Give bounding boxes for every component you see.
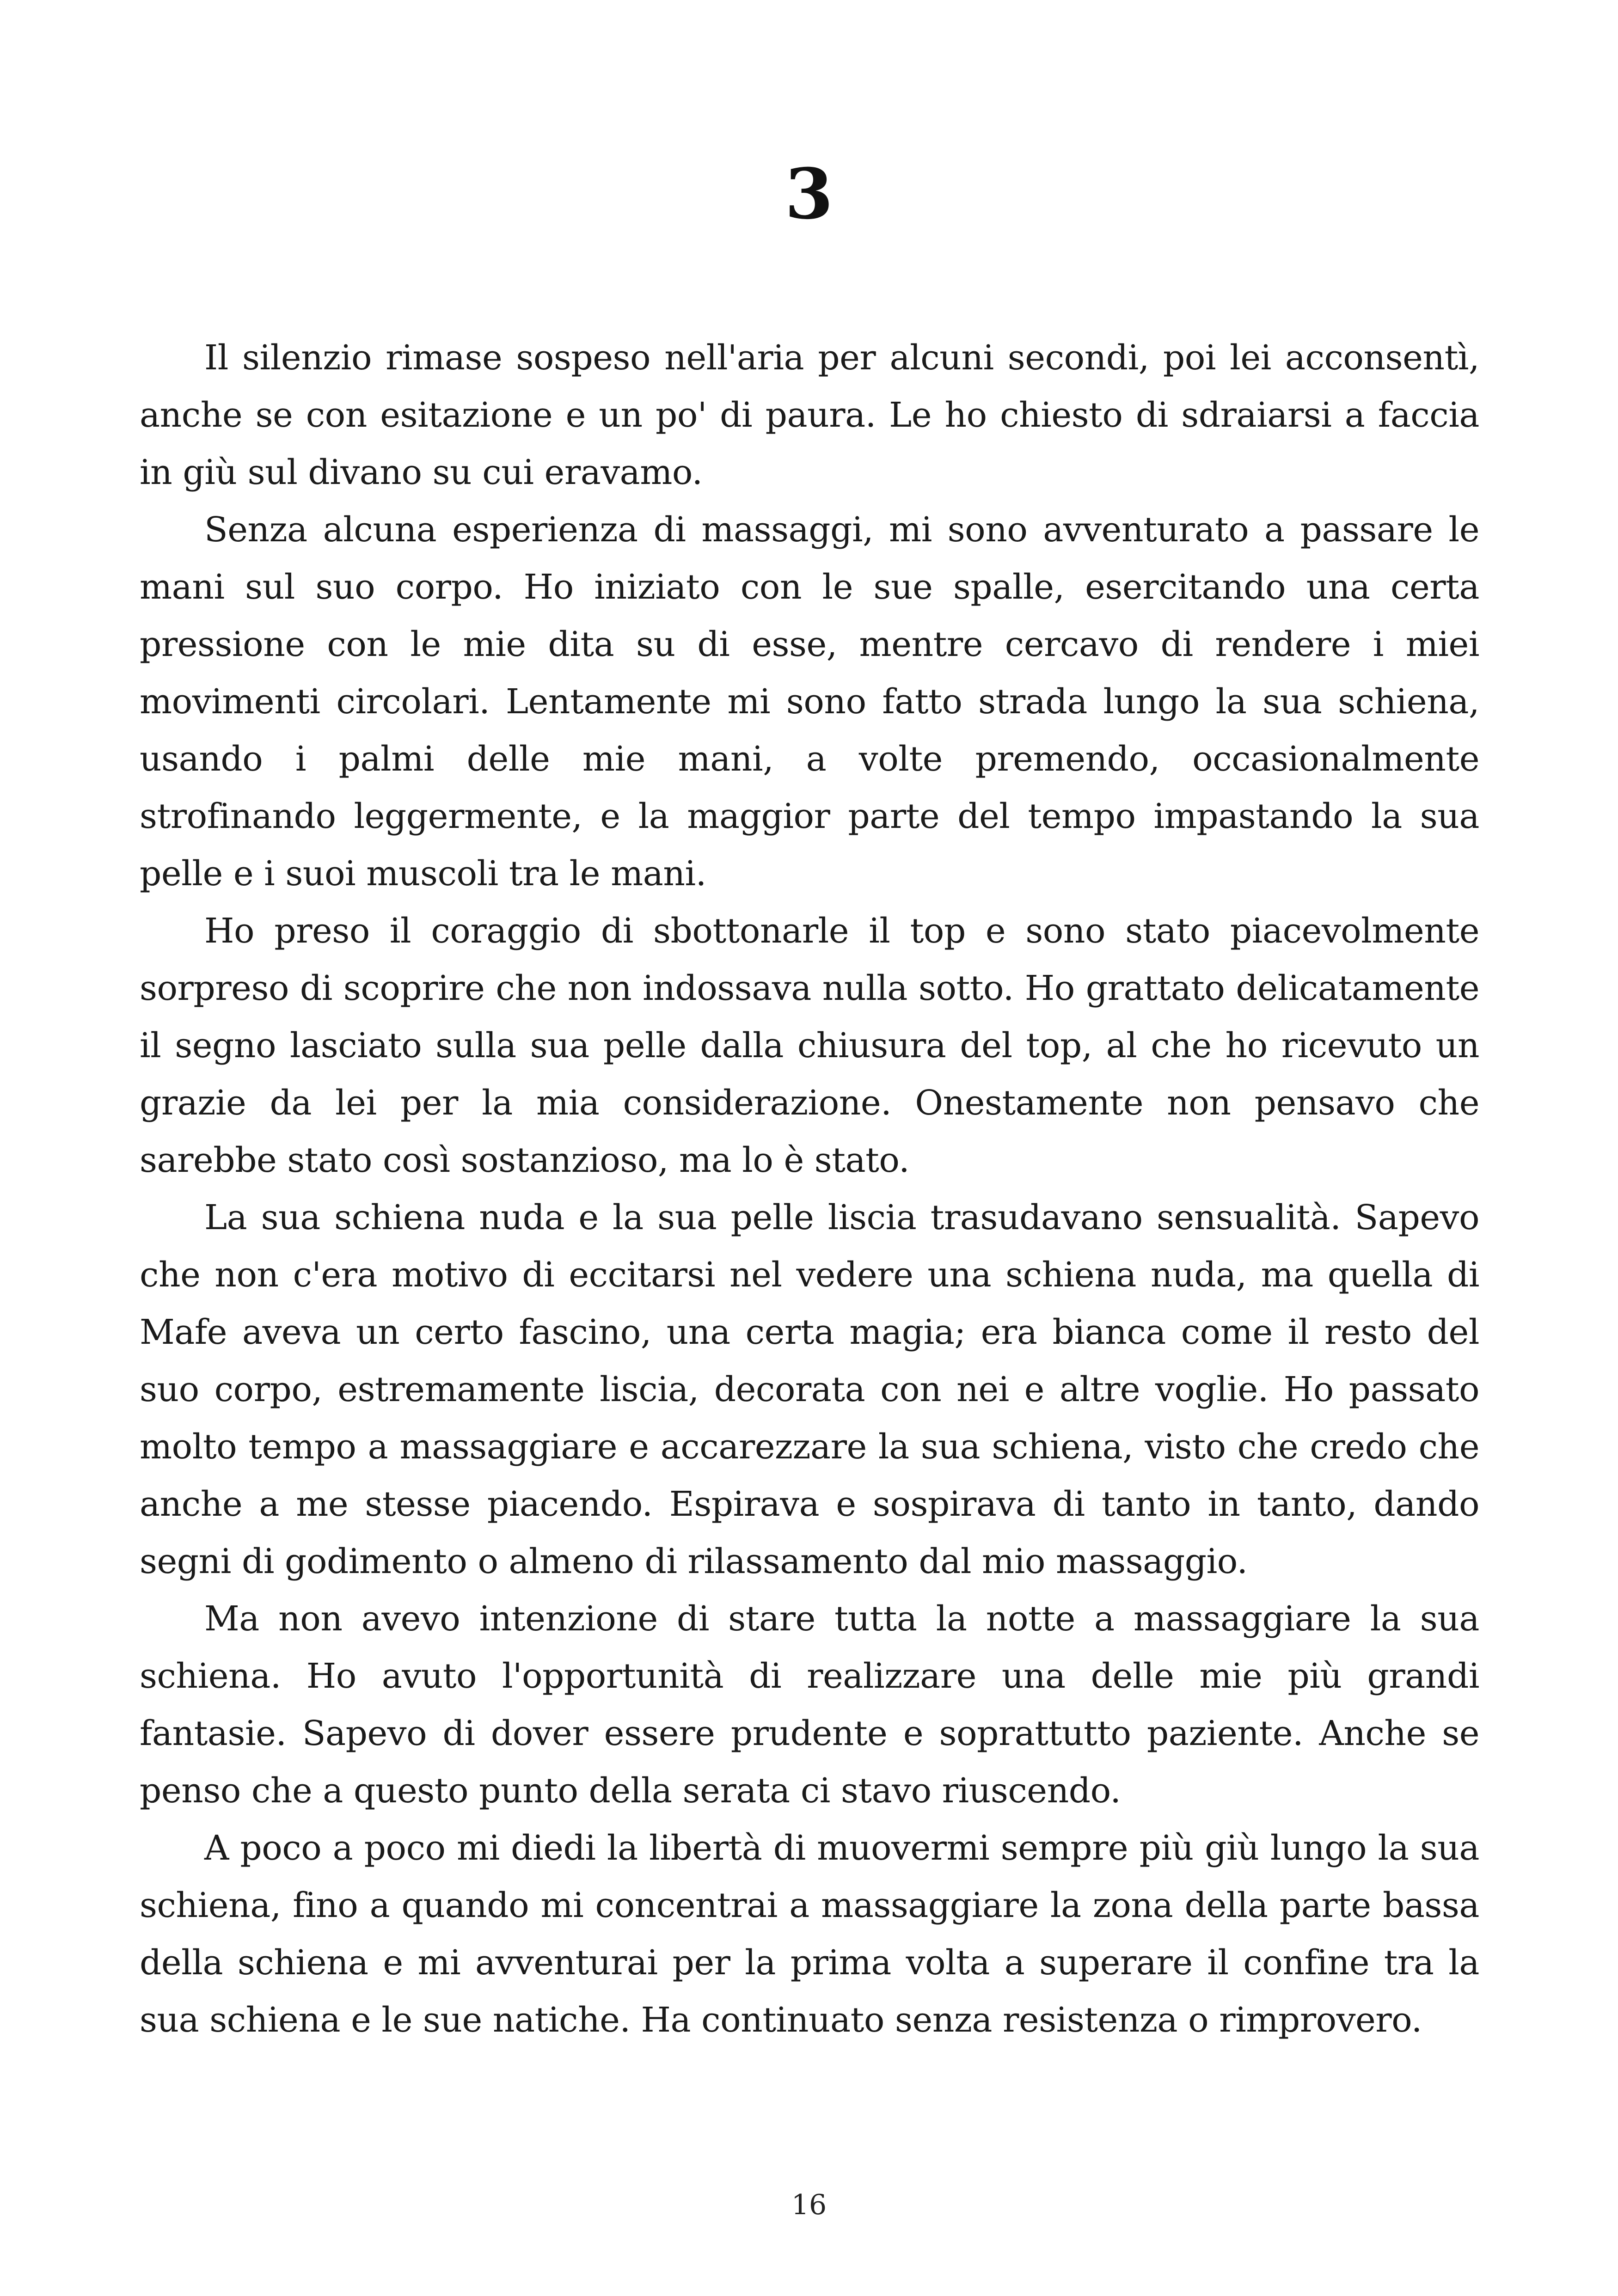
paragraph: La sua schiena nuda e la sua pelle liscia trasudavano sensualità. Sapevo che non c'era motivo di eccitarsi nel vedere una schiena nuda, ma quella di Mafe aveva un certo fascino, una certa magia; era bianca come il resto del suo corpo, estremamente liscia, decorata con nei e altre voglie. Ho passato molto tempo a massaggiare e accarezzare la sua schiena, visto che credo che anche a me stesse piacendo. Espirava e sospirava di tanto in tanto, dando segni di godimento o almeno di rilassamento dal mio massaggio. xyxy=(140,1198,1479,1581)
paragraph: Ma non avevo intenzione di stare tutta la notte a massaggiare la sua schiena. Ho avuto l'opportunità di realizzare una delle mie più grandi fantasie. Sapevo di dover essere prudente e soprattutto paziente. Anche se penso che a questo punto della serata ci stavo riuscendo. xyxy=(140,1599,1479,1811)
chapter-body xyxy=(140,329,1479,2049)
paragraph: A poco a poco mi diedi la libertà di muovermi sempre più giù lungo la sua schiena, fino a quando mi concentrai a massaggiare la zona della parte bassa della schiena e mi avventurai per la prima volta a superare il confine tra la sua schiena e le sue natiche. Ha continuato senza resistenza o rimprovero. xyxy=(140,1828,1479,2040)
paragraph: Il silenzio rimase sospeso nell'aria per alcuni secondi, poi lei acconsentì, anche se con esitazione e un po' di paura. Le ho chiesto di sdraiarsi a faccia in giù sul divano su cui eravamo. xyxy=(140,338,1479,492)
chapter-number: 3 xyxy=(784,153,834,235)
paragraph: Senza alcuna esperienza di massaggi, mi sono avventurato a passare le mani sul suo corpo. Ho iniziato con le sue spalle, esercitando una certa pressione con le mie dita su di esse, mentre cercavo di rendere i miei movimenti circolari. Lentamente mi sono fatto strada lungo la sua schiena, usando i palmi delle mie mani, a volte premendo, occasionalmente strofinando leggermente, e la maggior parte del tempo impastando la sua pelle e i suoi muscoli tra le mani. xyxy=(140,510,1479,894)
page-number: 16 xyxy=(791,2189,827,2221)
paragraph: Ho preso il coraggio di sbottonarle il top e sono stato piacevolmente sorpreso di scoprire che non indossava nulla sotto. Ho grattato delicatamente il segno lasciato sulla sua pelle dalla chiusura del top, al che ho ricevuto un grazie da lei per la mia considerazione. Onestamente non pensavo che sarebbe stato così sostanzioso, ma lo è stato. xyxy=(140,911,1479,1180)
